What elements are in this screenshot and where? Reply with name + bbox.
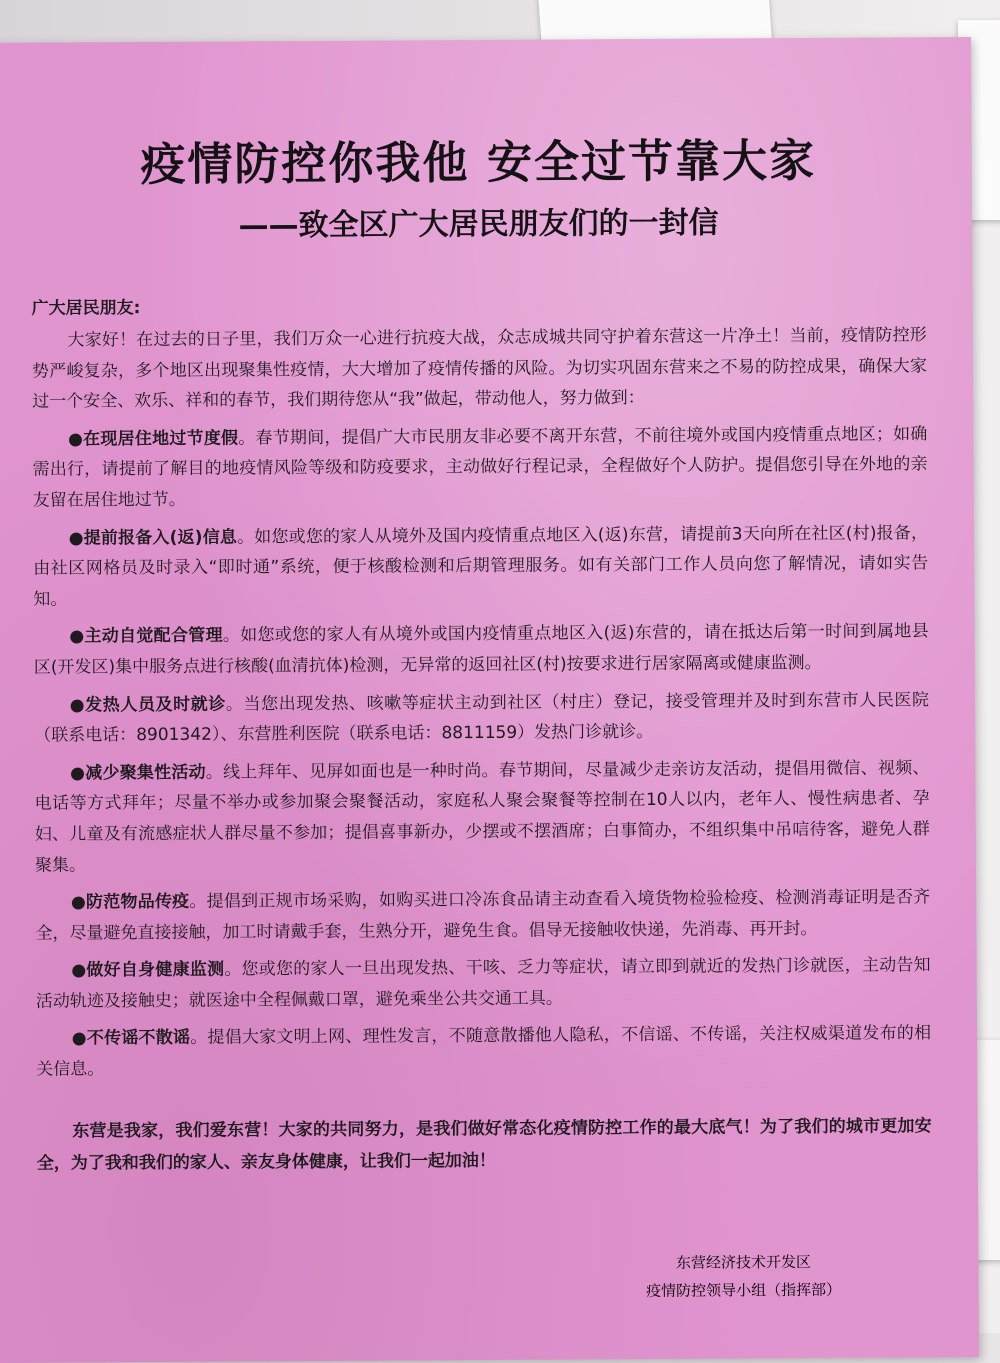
item-heading: ●防范物品传疫 <box>70 891 190 913</box>
item-heading: ●主动自觉配合管理 <box>69 625 223 647</box>
item-goods-safety <box>35 882 930 949</box>
item-body: 。当您出现发热、咳嗽等症状主动到社区（村庄）登记，接受管理并及时到东营市人民医院（联系电话：8901342）、东营胜利医院（联系电话：8811159）发热门诊就诊。 <box>34 689 930 746</box>
item-body: 。提倡到正规市场采购，如购买进口冷冻食品请主动查看入境货物检验检疫、检测消毒证明是否齐全，尽量避免直接接触，加工时请戴手套，生熟分开，避免生食。倡导无接触收快递，先消毒、再开封。 <box>35 887 931 944</box>
item-body: 。您或您的家人一旦出现发热、干咳、乏力等症状，请立即到就近的发热门诊就医，主动告知活动轨迹及接触史；就医途中全程佩戴口罩，避免乘坐公共交通工具。 <box>35 955 931 1012</box>
item-heading: ●不传谣不散谣 <box>71 1028 191 1049</box>
item-fever-treatment <box>34 685 929 752</box>
item-body: 。提倡大家文明上网、理性发言，不随意散播他人隐私，不信谣、不传谣，关注权威渠道发布的相关信息。 <box>36 1023 932 1080</box>
item-stay-local <box>32 419 928 516</box>
item-body: 。如您或您的家人有从境外或国内疫情重点地区入(返)东营的，请在抵达后第一时间到属地县区(开发区)集中服务点进行核酸(血清抗体)检测，无异常的返回社区(村)按要求进行居家隔离或健康监测。 <box>33 621 929 678</box>
salutation: 广大居民朋友: <box>31 298 141 319</box>
item-heading: ●做好自身健康监测 <box>71 959 225 981</box>
item-heading: ●发热人员及时就诊 <box>69 694 226 716</box>
item-heading: ●减少聚集性活动 <box>70 762 206 784</box>
item-heading: ●提前报备入(返)信息 <box>68 527 238 549</box>
letter-subtitle: ——致全区广大居民朋友们的一封信 <box>238 205 719 244</box>
item-body: 。如您或您的家人从境外及国内疫情重点地区入(返)东营，请提前3天向所在社区(村)报备，由社区网格员及时录入“即时通”系统，便于核酸检测和后期管理服务。如有关部门工作人员向您了解情况，请如实告知。 <box>33 522 929 610</box>
signature-group: 疫情防控领导小组（指挥部） <box>646 1280 842 1301</box>
item-body: 。春节期间，提倡广大市民朋友非必要不离开东营，不前往境外或国内疫情重点地区；如确需出行，请提前了解目的地疫情风险等级和防疫要求，主动做好行程记录，全程做好个人防护。提倡您引导在外地的亲友留在居住地过节。 <box>32 424 928 511</box>
item-no-rumors <box>36 1019 931 1086</box>
letter-title: 疫情防控你我他 安全过节靠大家 <box>140 133 817 192</box>
item-body: 。线上拜年、见屏如面也是一种时尚。春节期间，尽量减少走亲访友活动，提倡用微信、视频、电话等方式拜年；尽量不举办或参加聚会聚餐活动，家庭私人聚会聚餐等控制在10人以内，老年人、慢性病患者、孕妇、儿童及有流感症状人群尽量不参加；提倡喜事新办，少摆或不摆酒席；白事简办，不组织集中吊唁待客，避免人群聚集。 <box>34 757 930 876</box>
item-report-return <box>33 518 929 615</box>
signature-organization: 东营经济技术开发区 <box>675 1253 811 1272</box>
item-cooperate-management <box>34 617 929 684</box>
letter-content <box>30 72 932 1179</box>
pink-letter-sheet <box>0 37 979 1363</box>
intro-paragraph: 大家好！在过去的日子里，我们万众一心进行抗疫大战，众志成城共同守护着东营这一片净土！当前，疫情防控形势严峻复杂，多个地区出现聚集性疫情，大大增加了疫情传播的风险。为切实巩固东营来之不易的防控成果，确保大家过一个安全、欢乐、祥和的春节，我们期待您从“我”做起，带动他人，努力做到： <box>31 325 928 412</box>
closing-paragraph: 东营是我家，我们爱东营！大家的共同努力，是我们做好常态化疫情防控工作的最大底气！为了我们的城市更加安全，为了我和我们的家人、亲友身体健康，让我们一起加油！ <box>36 1115 932 1174</box>
item-health-monitoring <box>36 951 931 1018</box>
signature-block <box>593 1248 893 1306</box>
item-reduce-gatherings <box>34 753 930 881</box>
item-heading: ●在现居住地过节度假 <box>68 428 239 450</box>
